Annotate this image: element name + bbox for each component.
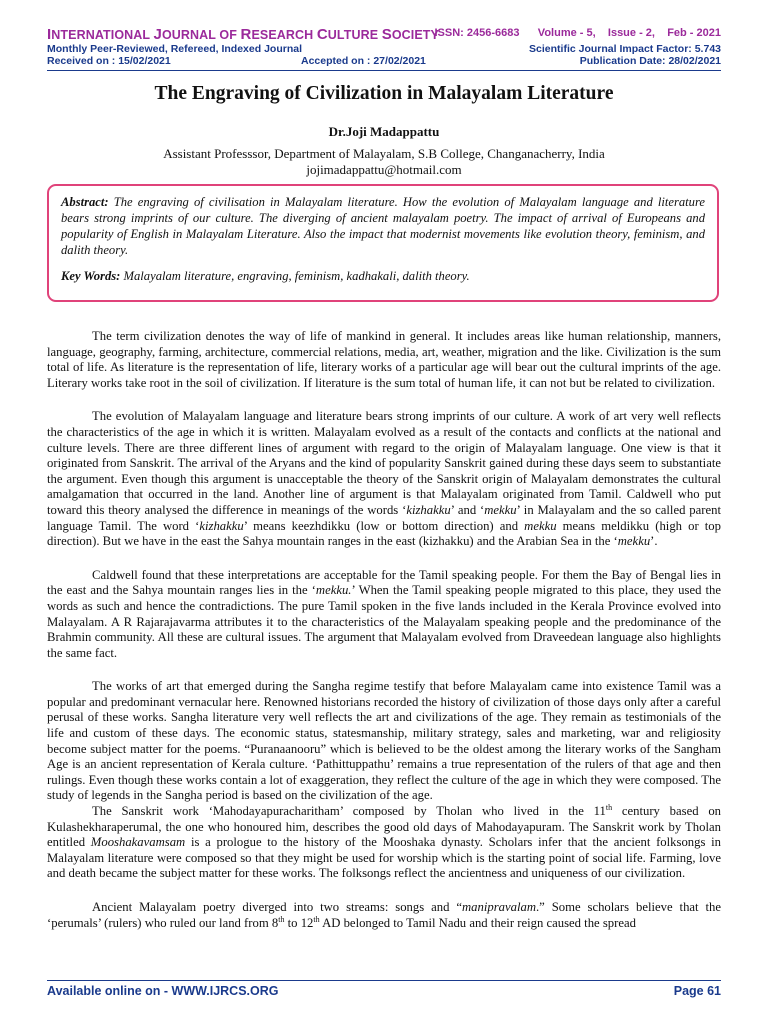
term-kizhakku: kizhakku <box>406 502 451 517</box>
jn-rest-3: ESEARCH <box>251 28 317 42</box>
author-email: jojimadappattu@hotmail.com <box>306 162 462 177</box>
jn-cap-3: R <box>240 26 252 43</box>
paragraph-6 <box>47 900 721 931</box>
keywords-label: Key Words: <box>61 269 121 283</box>
p5-text-a: The Sanskrit work ‘Mahodayapuracharitham’ composed by Tholan who lived in the 11 <box>92 804 606 819</box>
header-divider <box>47 70 721 71</box>
paragraph-4: The works of art that emerged during the Sangha regime testify that before Malayalam came into existence Tamil was a popular and predominant vernacular here. Renowned historians recorded the history of civilization of those days only after a careful perusal of these works. Sangha literature very well reflects the art and civilizations of the age. They remain as testimonials of the life and custom of these days. The economic status, statesmanship, military strategy, sales and marketing, war and religiosity become subject matter for the poems. “Puranaanooru” which is believed to be the oldest among the literary works of the Sangham Age is an ancient representation of Kerala culture. ‘Pathittuppathu’ remains a true representation of the rulers of that age and then rulings. Even though these works contain a lot of exaggeration, they reflect the culture of the age in which they were composed. The study of legends in the Sangha period is based on the civilization of the age. <box>47 679 721 803</box>
affiliation-line: Assistant Professsor, Department of Malayalam, S.B College, Changanacherry, India <box>163 146 605 161</box>
paragraph-5 <box>47 804 721 882</box>
p5-text-b: century based on Kulashekharaperumal, the one who honoured him, describes the good old days of Mahodayapuram. The Sanskrit work by Tholan entitled <box>47 804 722 850</box>
sup-8th: th <box>278 914 285 924</box>
p5-text-c: is a prologue to the history of the Mooshaka dynasty. Scholars infer that the ancient folksongs in Malayalam literature were composed so that they might be used for worship which is the starting point of social life. Farming, love and death became the subject matter for these works. The folksongs reflect the ancientness and uniqueness of our civilization. <box>47 835 721 881</box>
jn-rest-4: ULTURE <box>327 28 382 42</box>
accepted-date: Accepted on : 27/02/2021 <box>301 55 426 67</box>
paragraph-1: The term civilization denotes the way of life of mankind in general. It includes areas like human relationship, manners, language, geography, farming, architecture, commercial relations, media, art, weather, migration and the like. Civilization is the sum total of life. As literature is the representation of life, literary works of a particular age will bear out the cultural imprints of the age. Literary works take root in the soil of civilization. If literature is the sum total of human life, it can not but be related to civilization. <box>47 329 721 390</box>
p6-text-d: AD belonged to Tamil Nadu and their reign caused the spread <box>319 915 636 930</box>
p2-text-a: The evolution of Malayalam language and literature bears strong imprints of our culture. A work of art very well reflects the characteristics of the age in which it is written. Malayalam evolved as a result of the contacts and conflicts at the national and culture levels. There are three different lines of argument with regard to the origin of Malayalam language. One view is that it originated from Sanskrit. The arrival of the Aryans and the kind of popularity Sanskrit gained during these days seem to substantiate the argument. Even though this argument is unacceptable the theory of the Sanskrit origin of Malayalam demonstrates the cultural amalgamation that occurred in the land. Another line of argument is that Malayalam originated from Tamil. Caldwell who put toward this theory analysed the difference in meanings of the words ‘ <box>47 409 721 517</box>
p2-text-d: ’ means keezhdikku (low or bottom direction) and <box>243 518 525 533</box>
journal-name <box>47 26 439 43</box>
p6-text-a: Ancient Malayalam poetry diverged into two streams: songs and “ <box>92 900 462 914</box>
impact-factor: Scientific Journal Impact Factor: 5.743 <box>529 43 721 55</box>
jn-rest-2: OURNAL OF <box>161 28 241 42</box>
term-kizhakku-2: kizhakku <box>199 518 244 533</box>
jn-cap-2: J <box>153 26 162 43</box>
p6-text-b: .” Some scholars believe that the ‘perumals’ (rulers) who ruled our land from 8 <box>47 900 722 930</box>
term-mekku-4: mekku. <box>315 583 352 598</box>
abstract <box>61 194 705 258</box>
issn-volume-issue: ISSN: 2456-6683 Volume - 5, Issue - 2, Feb - 2021 <box>434 27 721 39</box>
received-date: Received on : 15/02/2021 <box>47 55 171 67</box>
jn-cap-1: I <box>47 26 52 43</box>
paragraph-3 <box>47 568 721 662</box>
p2-text-c: ’ in Malayalam and the so called parent language Tamil. The word ‘ <box>47 502 721 533</box>
jn-cap-5: S <box>381 26 392 43</box>
term-mooshakavamsam: Mooshakavamsam <box>90 835 186 850</box>
abstract-label: Abstract: <box>61 195 109 209</box>
author-affiliation <box>0 146 768 178</box>
p3-text-b: ’ When the Tamil speaking people migrated to this place, they used the words as such and hence the contradictions. The pure Tamil spoken in the five lands included in the Kerala Province evolved into Malayalam. A R Rajarajavarma attributes it to the characteristics of the Malayalam speaking people and the predominance of the Brahmin community. All these are cultural issues. The argument that Malayalam evolved from Draveedean language also highlights the same fact. <box>47 583 721 660</box>
abstract-box <box>47 184 719 302</box>
journal-subtitle: Monthly Peer-Reviewed, Refereed, Indexed Journal <box>47 43 302 55</box>
p6-text-c: to 12 <box>284 915 314 930</box>
page-number: Page 61 <box>673 984 721 998</box>
header-row-3 <box>47 55 721 69</box>
footer-website-link[interactable]: Available online on - WWW.IJRCS.ORG <box>47 984 279 998</box>
article-title: The Engraving of Civilization in Malayalam Literature <box>154 83 614 104</box>
p2-text-b: ’ and ‘ <box>450 502 485 517</box>
journal-header <box>47 26 721 42</box>
p3-text-a: Caldwell found that these interpretations are acceptable for the Tamil speaking people. For them the Bay of Bengal lies in the east and the Sahya mountain ranges lies in the ‘ <box>47 567 721 598</box>
publication-date: Publication Date: 28/02/2021 <box>579 55 721 67</box>
jn-rest-1: NTERNATIONAL <box>51 28 154 42</box>
author-name: Dr.Joji Madappattu <box>328 124 440 139</box>
footer-divider <box>47 980 721 981</box>
p2-text-e: means meldikku (high or top direction). But we have in the east the Sahya mountain ranges in the east (kizhakku) and the Arabian Sea in the ‘ <box>47 518 721 549</box>
term-mekku: mekku <box>484 502 517 517</box>
sup-12th: th <box>313 914 320 924</box>
keywords-text: Malayalam literature, engraving, feminism, kadhakali, dalith theory. <box>123 269 470 283</box>
abstract-text: The engraving of civilisation in Malayalam literature. How the evolution of Malayalam language and literature bears strong imprints of our culture. The diverging of ancient malayalam poetry. The impact of arrival of Europeans and popularity of English in Malayalam Literature. Also the impact that modernist movements like evolution theory, feminism, and dalith theory. <box>61 195 705 257</box>
article-body <box>47 329 721 931</box>
paragraph-2 <box>47 409 721 549</box>
jn-rest-5: OCIETY <box>391 28 439 42</box>
sup-11th: th <box>605 803 613 813</box>
keywords <box>61 268 705 284</box>
term-mekku-3: mekku <box>617 534 651 549</box>
term-mekku-2: mekku <box>524 518 557 533</box>
p2-text-f: ’. <box>650 534 658 549</box>
jn-cap-4: C <box>316 26 328 43</box>
term-manipravalam: manipravalam <box>461 900 536 914</box>
